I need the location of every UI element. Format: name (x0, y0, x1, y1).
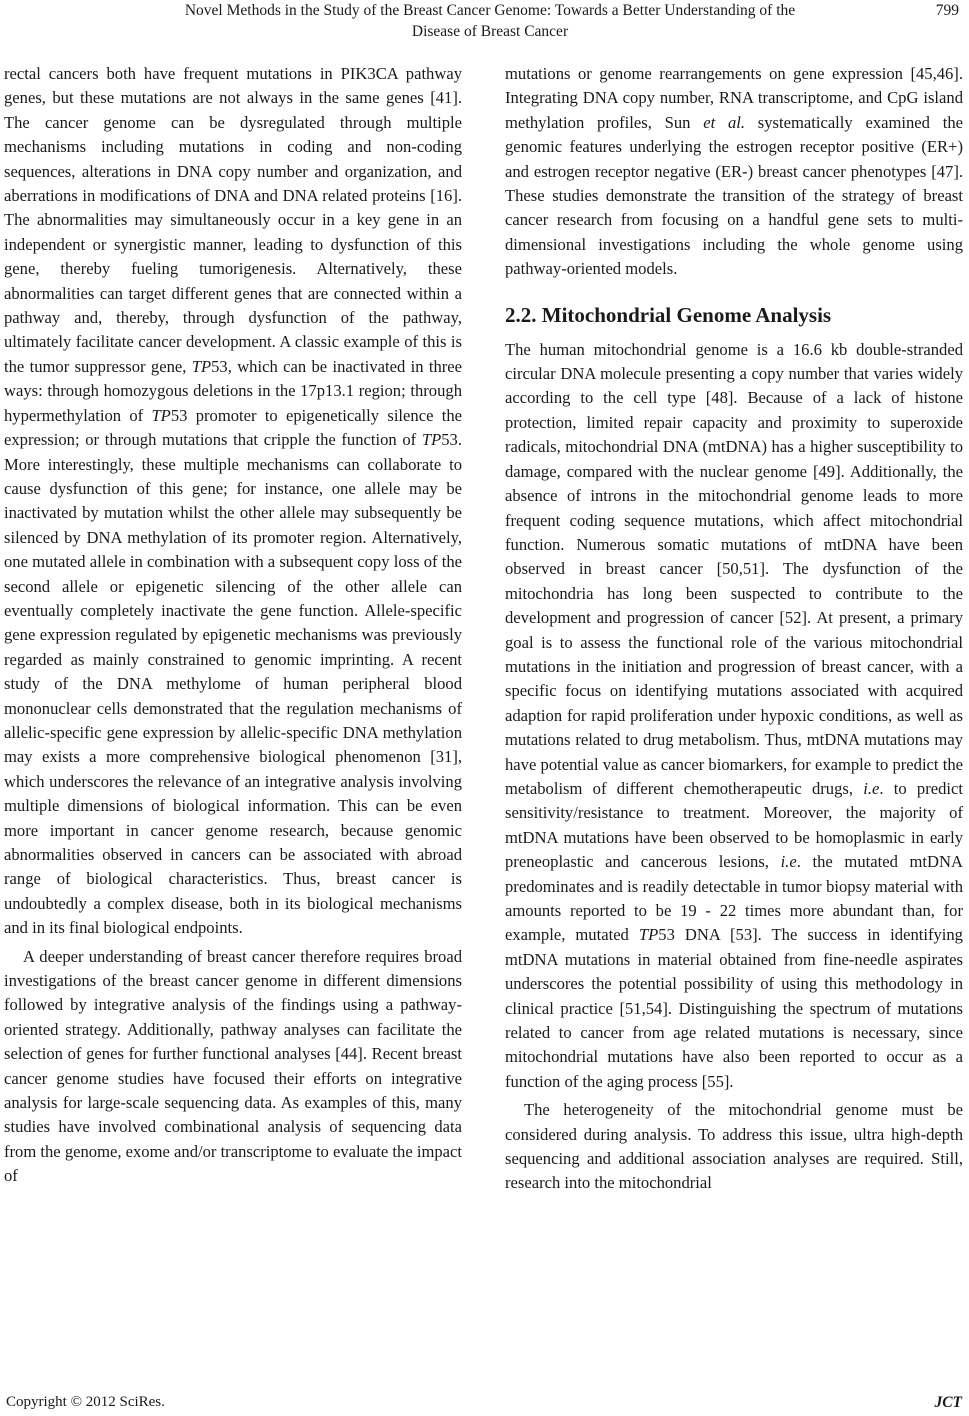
paragraph-left-2: A deeper understanding of breast cancer therefore requires broad investigations of the breast cancer genome in different dimensions followed by integrative analysis of the findings using a pathway-oriented strategy. Additionally, pathway analyses can facilitate the selection of genes for further functional analyses [44]. Recent breast cancer genome studies have focused their efforts on integrative analysis for large-scale sequencing data. As examples of this, many studies have involved combinational analysis of sequencing data from the genome, exome and/or transcriptome to evaluate the impact of (4, 946, 463, 1186)
paragraph-right-1: mutations or genome rearrangements on gene expression [45,46]. Integrating DNA copy number, RNA transcriptome, and CpG island methylation profiles, Sun et al. systematically examined the genomic features underlying the estrogen receptor positive (ER+) and estrogen receptor negative (ER-) breast cancer phenotypes [47]. These studies demonstrate the transition of the strategy of breast cancer research from focusing on a handful gene sets to multi-dimensional investigations including the whole genome using pathway-oriented models. (505, 64, 963, 279)
right-column (505, 62, 963, 1196)
copyright-notice: Copyright © 2012 SciRes. (6, 1394, 165, 1410)
section-heading: 2.2. Mitochondrial Genome Analysis (505, 302, 832, 327)
page-number: 799 (935, 2, 959, 19)
paragraph-right-3: The heterogeneity of the mitochondrial genome must be considered during analysis. To address this issue, ultra high-depth sequencing and additional association analyses are required. Still, research into the mitochondrial (505, 1100, 963, 1193)
left-column (4, 62, 462, 1189)
running-title-line-2: Disease of Breast Cancer (411, 23, 569, 40)
paragraph-left-1: rectal cancers both have frequent mutations in PIK3CA pathway genes, but these mutations are not always in the same genes [41]. The cancer genome can be dysregulated through multiple mechanisms including mutations in coding and non-coding sequences, alterations in DNA copy number and organization, and aberrations in modifications of DNA and DNA related proteins [16]. The abnormalities may simultaneously occur in a key gene in an independent or synergistic manner, leading to dysfunction of this gene, thereby fueling tumorigenesis. Alternatively, these abnormalities can target different genes that are connected within a pathway and, thereby, through dysfunction of the pathway, ultimately facilitate cancer development. A classic example of this is the tumor suppressor gene, TP53, which can be inactivated in three ways: through homozygous deletions in the 17p13.1 region; through hypermethylation of TP53 promoter to epigenetically silence the expression; or through mutations that cripple the function of TP53. More interestingly, these multiple mechanisms can collaborate to cause dysfunction of this gene; for instance, one allele may be inactivated by mutation whilst the other allele may subsequently be silenced by DNA methylation of its promoter region. Alternatively, one mutated allele in combination with a subsequent copy loss of the second allele or epigenetic silencing of the other allele can eventually completely inactivate the gene function. Allele-specific gene expression regulated by epigenetic mechanisms was previously regarded as mainly constrained to genomic imprinting. A recent study of the DNA methylome of human peripheral blood mononuclear cells demonstrated that the regulation mechanisms of allelic-specific gene expression by allelic-specific DNA methylation may exists a more comprehensive biological phenomenon [31], which underscores the relevance of an integrative analysis involving multiple dimensions of biological information. This can be even more important in cancer genome research, because genomic abnormalities observed in cancers can be associated with abroad range of biological characteristics. Thus, breast cancer is undoubtedly a complex disease, both in its biological mechanisms and in its final biological endpoints. (4, 64, 462, 938)
journal-abbreviation: JCT (934, 1394, 962, 1411)
running-header (60, 0, 920, 42)
paragraph-right-2: The human mitochondrial genome is a 16.6 kb double-stranded circular DNA molecule presenting a copy number that varies widely according to the cell type [48]. Because of a lack of histone protection, limited repair capacity and proximity to superoxide radicals, mitochondrial DNA (mtDNA) has a higher susceptibility to damage, compared with the nuclear genome [49]. Additionally, the absence of introns in the mitochondrial genome leads to more frequent coding sequence mutations, which affect mitochondrial function. Numerous somatic mutations of mtDNA have been observed in breast cancer [50,51]. The dysfunction of the mitochondria has long been suspected to contribute to the development and progression of cancer [52]. At present, a primary goal is to assess the functional role of the various mitochondrial mutations in the initiation and progression of breast cancer, with a specific focus on identifying mutations associated with acquired adaption for rapid proliferation under hypoxic conditions, as well as mutations related to drug metabolism. Thus, mtDNA mutations may have potential value as cancer biomarkers, for example to predict the metabolism of different chemotherapeutic drugs, i.e. to predict sensitivity/resistance to treatment. Moreover, the majority of mtDNA mutations have been observed to be homoplasmic in early preneoplastic and cancerous lesions, i.e. the mutated mtDNA predominates and is readily detectable in tumor biopsy material with amounts reported to be 19 - 22 times more abundant than, for example, mutated TP53 DNA [53]. The success in identifying mtDNA mutations in material obtained from fine-needle aspirates underscores the potential possibility of using this methodology in clinical practice [51,54]. Distinguishing the spectrum of mutations related to cancer from age related mutations is necessary, since mitochondrial mutations have also been reported to occur as a function of the aging process [55]. (505, 339, 963, 1091)
running-title-line-1: Novel Methods in the Study of the Breast Cancer Genome: Towards a Better Understanding of the (184, 2, 796, 19)
